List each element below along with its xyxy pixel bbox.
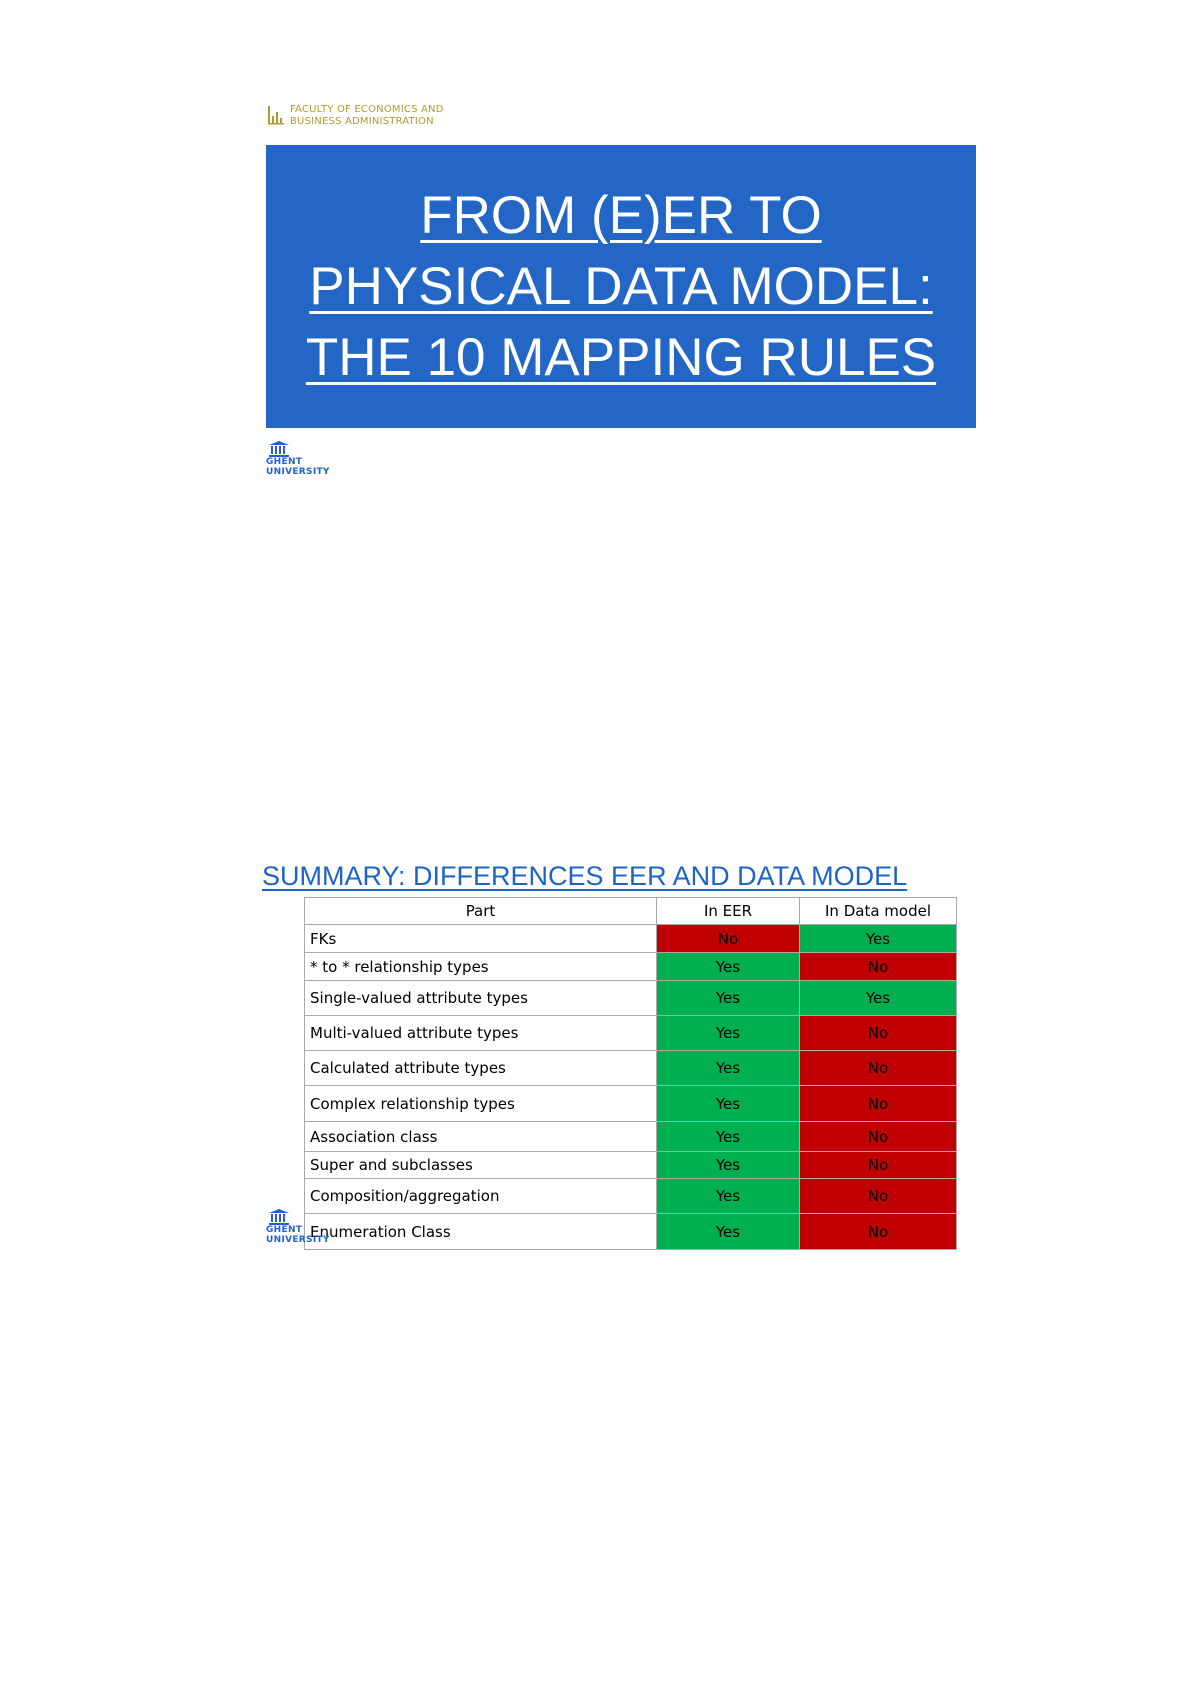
column-header-part: Part: [305, 898, 657, 925]
in-data-model-cell: Yes: [800, 981, 957, 1016]
building-columns-icon: [269, 441, 289, 457]
table-row: [305, 953, 957, 981]
in-eer-cell: Yes: [657, 1051, 800, 1086]
part-cell: Calculated attribute types: [305, 1051, 657, 1086]
in-eer-cell: Yes: [657, 1179, 800, 1214]
part-cell: Multi-valued attribute types: [305, 1016, 657, 1051]
in-eer-cell: No: [657, 925, 800, 953]
faculty-name-line: FACULTY OF ECONOMICS AND: [290, 104, 444, 115]
in-data-model-cell: No: [800, 1214, 957, 1250]
university-name-line: GHENT: [266, 1225, 303, 1235]
in-eer-cell: Yes: [657, 953, 800, 981]
in-eer-cell: Yes: [657, 1152, 800, 1179]
table-row: [305, 1122, 957, 1152]
table-row: [305, 1051, 957, 1086]
part-cell: Single-valued attribute types: [305, 981, 657, 1016]
part-cell: FKs: [305, 925, 657, 953]
faculty-name: [290, 104, 444, 128]
university-name-line: GHENT: [266, 457, 303, 467]
in-eer-cell: Yes: [657, 1122, 800, 1152]
table-row: [305, 1214, 957, 1250]
title-line: THE 10 MAPPING RULES: [305, 328, 937, 387]
part-cell: Super and subclasses: [305, 1152, 657, 1179]
table-row: [305, 1152, 957, 1179]
in-data-model-cell: No: [800, 1051, 957, 1086]
table-row: [305, 1086, 957, 1122]
column-header-in-eer: In EER: [657, 898, 800, 925]
summary-heading: SUMMARY: DIFFERENCES EER AND DATA MODEL: [262, 861, 908, 891]
table-header-row: [305, 898, 957, 925]
in-data-model-cell: No: [800, 1152, 957, 1179]
part-cell: Association class: [305, 1122, 657, 1152]
part-cell: Complex relationship types: [305, 1086, 657, 1122]
bar-chart-icon: [267, 104, 285, 126]
title-line: PHYSICAL DATA MODEL:: [309, 257, 933, 316]
in-data-model-cell: Yes: [800, 925, 957, 953]
table-row: [305, 1179, 957, 1214]
university-logo: [266, 1209, 330, 1245]
table-row: [305, 981, 957, 1016]
part-cell: Composition/aggregation: [305, 1179, 657, 1214]
building-columns-icon: [269, 1209, 289, 1225]
university-name-line: UNIVERSITY: [266, 1235, 330, 1245]
university-logo: [266, 441, 330, 477]
in-eer-cell: Yes: [657, 1016, 800, 1051]
in-eer-cell: Yes: [657, 1214, 800, 1250]
in-data-model-cell: No: [800, 953, 957, 981]
title-line: FROM (E)ER TO: [420, 186, 822, 245]
in-data-model-cell: No: [800, 1016, 957, 1051]
in-eer-cell: Yes: [657, 1086, 800, 1122]
table-row: [305, 1016, 957, 1051]
faculty-name-line: BUSINESS ADMINISTRATION: [290, 116, 434, 127]
in-data-model-cell: No: [800, 1122, 957, 1152]
university-name-line: UNIVERSITY: [266, 467, 330, 477]
part-cell: Enumeration Class: [305, 1214, 657, 1250]
title-slide: [266, 145, 976, 428]
summary-table: [304, 897, 957, 1250]
in-data-model-cell: No: [800, 1086, 957, 1122]
column-header-in-data-model: In Data model: [800, 898, 957, 925]
part-cell: * to * relationship types: [305, 953, 657, 981]
in-data-model-cell: No: [800, 1179, 957, 1214]
faculty-logo: [267, 104, 444, 128]
table-row: [305, 925, 957, 953]
in-eer-cell: Yes: [657, 981, 800, 1016]
